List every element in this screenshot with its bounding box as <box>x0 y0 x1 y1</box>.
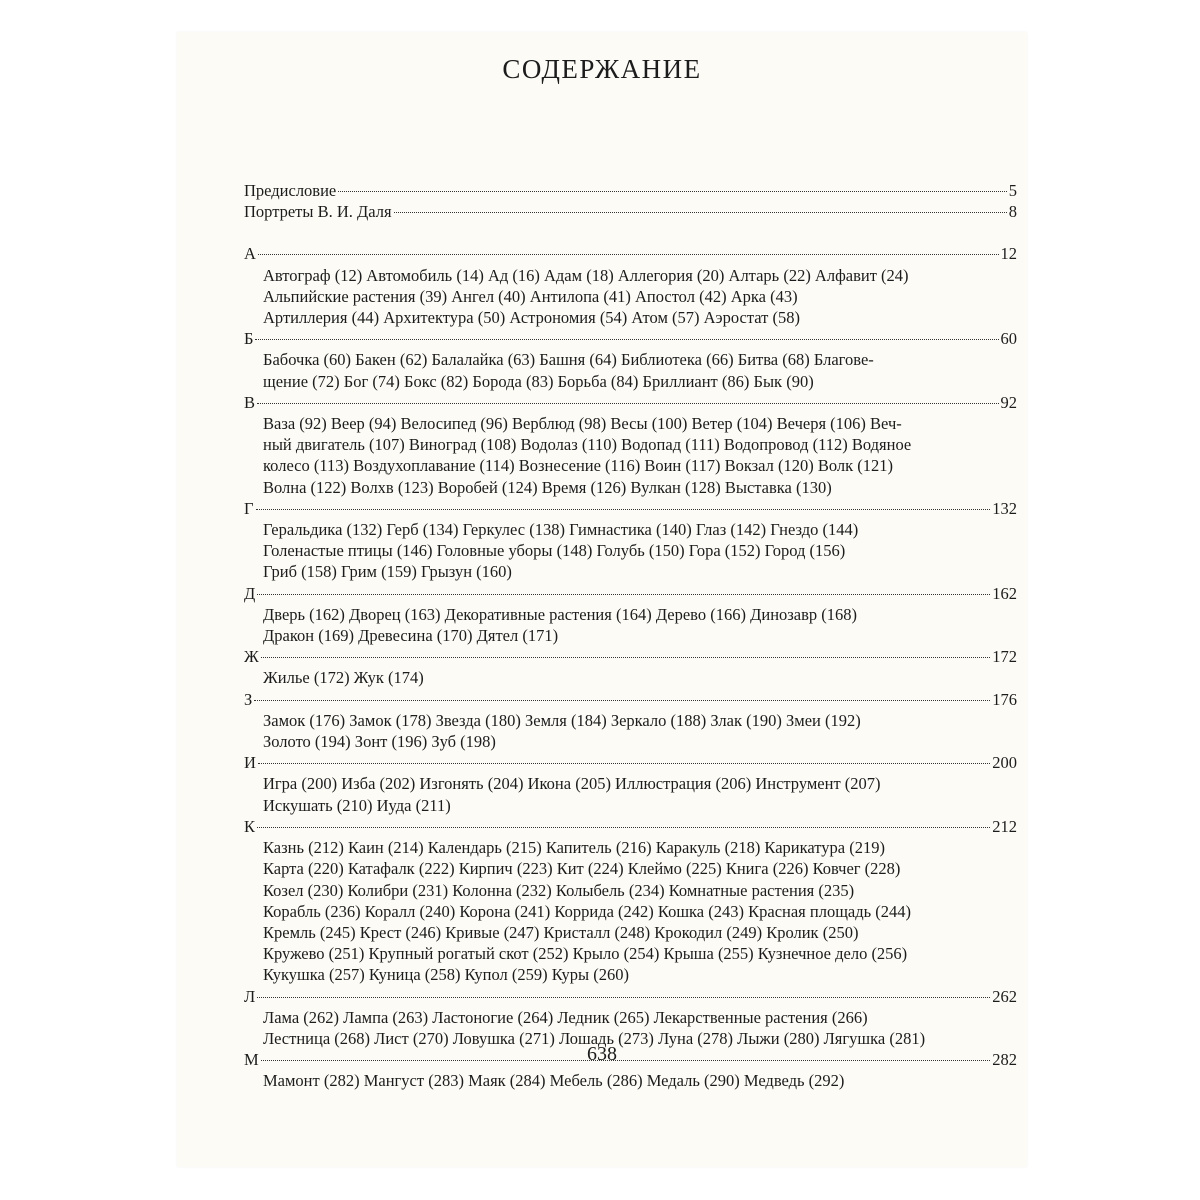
entry-line: щение (72) Бог (74) Бокс (82) Борода (83) Борьба (84) Бриллиант (86) Бык (90) <box>263 371 814 391</box>
page-title: СОДЕРЖАНИЕ <box>502 54 702 84</box>
toc-section <box>244 498 1017 583</box>
section-letter: И <box>244 753 256 773</box>
toc-section <box>244 646 1017 688</box>
toc-page-number: 162 <box>992 583 1017 603</box>
toc-letter-heading[interactable] <box>244 816 1017 837</box>
section-letter: Л <box>244 986 256 1006</box>
section-entries <box>244 413 1017 498</box>
toc-section <box>244 689 1017 753</box>
entry-line: Замок (176) Замок (178) Звезда (180) Земля (184) Зеркало (188) Злак (190) Змеи (192) <box>263 710 861 730</box>
entry-line: Автограф (12) Автомобиль (14) Ад (16) Адам (18) Аллегория (20) Алтарь (22) Алфавит (24) <box>263 265 909 285</box>
entry-line: Дверь (162) Дворец (163) Декоративные растения (164) Дерево (166) Динозавр (168) <box>263 604 858 624</box>
toc-section <box>244 583 1017 647</box>
section-letter: З <box>244 689 253 709</box>
section-entries <box>244 604 1017 646</box>
entry-line: Мамонт (282) Мангуст (283) Маяк (284) Мебель (286) Медаль (290) Медведь (292) <box>263 1071 845 1091</box>
toc-letter-heading[interactable] <box>244 986 1017 1007</box>
entry-line: Голенастые птицы (146) Головные уборы (148) Голубь (150) Гора (152) Город (156) <box>263 541 846 561</box>
dot-leader <box>256 509 991 510</box>
entry-line: Дракон (169) Древесина (170) Дятел (171) <box>263 626 559 646</box>
dot-leader <box>257 827 990 828</box>
toc-page-number: 282 <box>992 1050 1017 1070</box>
toc-letter-heading[interactable] <box>244 689 1017 710</box>
toc-entry-label: Портреты В. И. Даля <box>244 202 392 222</box>
spacer <box>244 222 1017 243</box>
section-entries <box>244 1070 1017 1091</box>
toc-letter-heading[interactable] <box>244 498 1017 519</box>
entry-line: Золото (194) Зонт (196) Зуб (198) <box>263 732 496 752</box>
toc-letter-heading[interactable] <box>244 752 1017 773</box>
toc-section <box>244 752 1017 816</box>
entry-line: Корабль (236) Коралл (240) Корона (241) Коррида (242) Кошка (243) Красная площадь (244) <box>263 901 912 921</box>
section-letter: К <box>244 816 256 836</box>
entry-line: Лестница (268) Лист (270) Ловушка (271) Лошадь (273) Луна (278) Лыжи (280) Лягушка (281) <box>263 1028 926 1048</box>
entry-line: Бабочка (60) Бакен (62) Балалайка (63) Башня (64) Библиотека (66) Битва (68) Благове- <box>263 350 874 370</box>
toc-page-number: 12 <box>1000 244 1017 264</box>
section-entries <box>244 265 1017 329</box>
page-number: 638 <box>587 1043 617 1065</box>
section-letter: Д <box>244 583 256 603</box>
entry-line: Волна (122) Волхв (123) Воробей (124) Время (126) Вулкан (128) Выставка (130) <box>263 477 832 497</box>
entry-line: Карта (220) Катафалк (222) Кирпич (223) Кит (224) Клеймо (225) Книга (226) Ковчег (228) <box>263 859 901 879</box>
toc-page-number: 262 <box>992 986 1017 1006</box>
toc-page-number: 5 <box>1008 181 1017 200</box>
section-entries <box>244 349 1017 391</box>
dot-leader <box>338 191 1007 192</box>
toc-section <box>244 816 1017 986</box>
entry-line: Лама (262) Лампа (263) Ластоногие (264) Ледник (265) Лекарственные растения (266) <box>263 1007 868 1027</box>
entry-line: колесо (113) Воздухоплавание (114) Вознесение (116) Воин (117) Вокзал (120) Волк (121) <box>263 456 894 476</box>
dot-leader <box>258 254 999 255</box>
toc-page-number: 60 <box>1000 329 1017 349</box>
dot-leader <box>257 403 998 404</box>
dot-leader <box>394 212 1007 213</box>
entry-line: Ваза (92) Веер (94) Велосипед (96) Верблюд (98) Весы (100) Ветер (104) Вечеря (106) Веч- <box>263 414 902 434</box>
toc-letter-heading[interactable] <box>244 392 1017 413</box>
section-letter: Ж <box>244 647 259 667</box>
toc-section <box>244 392 1017 498</box>
entry-line: Игра (200) Изба (202) Изгонять (204) Икона (205) Иллюстрация (206) Инструмент (207) <box>263 774 881 794</box>
dot-leader <box>255 339 998 340</box>
toc-letter-heading[interactable] <box>244 328 1017 349</box>
section-letter: М <box>244 1050 259 1070</box>
dot-leader <box>254 700 990 701</box>
entry-line: Козел (230) Колибри (231) Колонна (232) Колыбель (234) Комнатные растения (235) <box>263 880 855 900</box>
entry-line: Жилье (172) Жук (174) <box>263 668 424 688</box>
entry-line: Артиллерия (44) Архитектура (50) Астрономия (54) Атом (57) Аэростат (58) <box>263 308 800 328</box>
dot-leader <box>258 763 990 764</box>
toc-section <box>244 243 1017 328</box>
entry-line: Геральдика (132) Герб (134) Геркулес (138) Гимнастика (140) Глаз (142) Гнездо (144) <box>263 520 859 540</box>
section-letter: А <box>244 244 256 264</box>
entry-line: Гриб (158) Грим (159) Грызун (160) <box>263 562 512 582</box>
section-entries <box>244 773 1017 815</box>
entry-line: Альпийские растения (39) Ангел (40) Антилопа (41) Апостол (42) Арка (43) <box>263 286 798 306</box>
toc-page-number: 172 <box>992 647 1017 667</box>
entry-line: Кукушка (257) Куница (258) Купол (259) Куры (260) <box>263 965 629 985</box>
dot-leader <box>257 997 990 998</box>
section-letter: В <box>244 392 256 412</box>
section-entries <box>244 710 1017 752</box>
entry-line: Кружево (251) Крупный рогатый скот (252) Крыло (254) Крыша (255) Кузнечное дело (256) <box>263 944 908 964</box>
book-page <box>177 32 1027 1167</box>
entry-line: Казнь (212) Каин (214) Календарь (215) Капитель (216) Каракуль (218) Карикатура (219) <box>263 838 885 858</box>
toc-section <box>244 986 1017 1050</box>
section-letter: Г <box>244 498 254 518</box>
toc-letter-heading[interactable] <box>244 243 1017 264</box>
section-entries <box>244 667 1017 688</box>
toc-page-number: 212 <box>992 816 1017 836</box>
toc-entry-preface[interactable] <box>244 180 1017 201</box>
dot-leader <box>261 657 990 658</box>
toc-letter-heading[interactable] <box>244 646 1017 667</box>
section-entries <box>244 519 1017 583</box>
letter-sections <box>244 243 1017 1091</box>
table-of-contents <box>244 180 1017 1092</box>
entry-line: ный двигатель (107) Виноград (108) Водолаз (110) Водопад (111) Водопровод (112) Водяное <box>263 435 912 455</box>
toc-page-number: 200 <box>992 753 1017 773</box>
section-entries <box>244 837 1017 985</box>
toc-section <box>244 328 1017 392</box>
entry-line: Искушать (210) Иуда (211) <box>263 795 451 815</box>
section-letter: Б <box>244 329 254 349</box>
toc-page-number: 132 <box>992 498 1017 518</box>
entry-line: Кремль (245) Крест (246) Кривые (247) Кристалл (248) Крокодил (249) Кролик (250) <box>263 922 859 942</box>
toc-entry-portraits[interactable] <box>244 201 1017 222</box>
toc-page-number: 92 <box>1000 392 1017 412</box>
dot-leader <box>257 594 990 595</box>
toc-letter-heading[interactable] <box>244 583 1017 604</box>
toc-entry-label: Предисловие <box>244 181 337 200</box>
toc-page-number: 176 <box>992 689 1017 709</box>
toc-page-number: 8 <box>1008 202 1017 222</box>
